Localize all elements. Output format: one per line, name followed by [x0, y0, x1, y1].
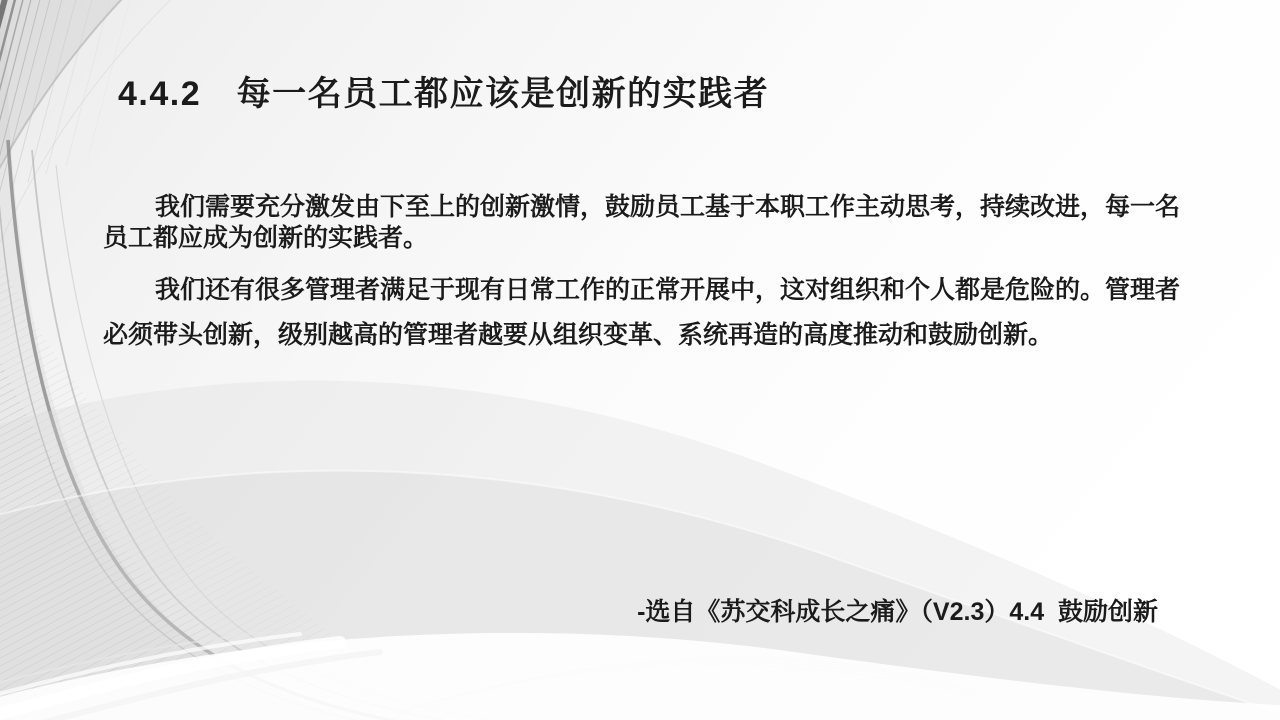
paragraph-1-line-2: 员工都应成为创新的实践者。: [103, 224, 429, 252]
citation-text: -选自《苏交科成长之痛》（V2.3）4.4 鼓励创新: [637, 598, 1158, 626]
body-text: [103, 192, 1183, 358]
slide-title: 4.4.2 每一名员工都应该是创新的实践者: [118, 75, 770, 113]
paragraph-1-line-1: 我们需要充分激发由下至上的创新激情，鼓励员工基于本职工作主动思考，持续改进，每一名: [155, 193, 1181, 221]
paragraph-2-line-1: 我们还有很多管理者满足于现有日常工作的正常开展中，这对组织和个人都是危险的。管理者: [155, 276, 1181, 304]
paragraph-2: [103, 268, 1183, 358]
paragraph-1: [103, 192, 1183, 254]
paragraph-2-line-2: 必须带头创新，级别越高的管理者越要从组织变革、系统再造的高度推动和鼓励创新。: [103, 321, 1054, 349]
